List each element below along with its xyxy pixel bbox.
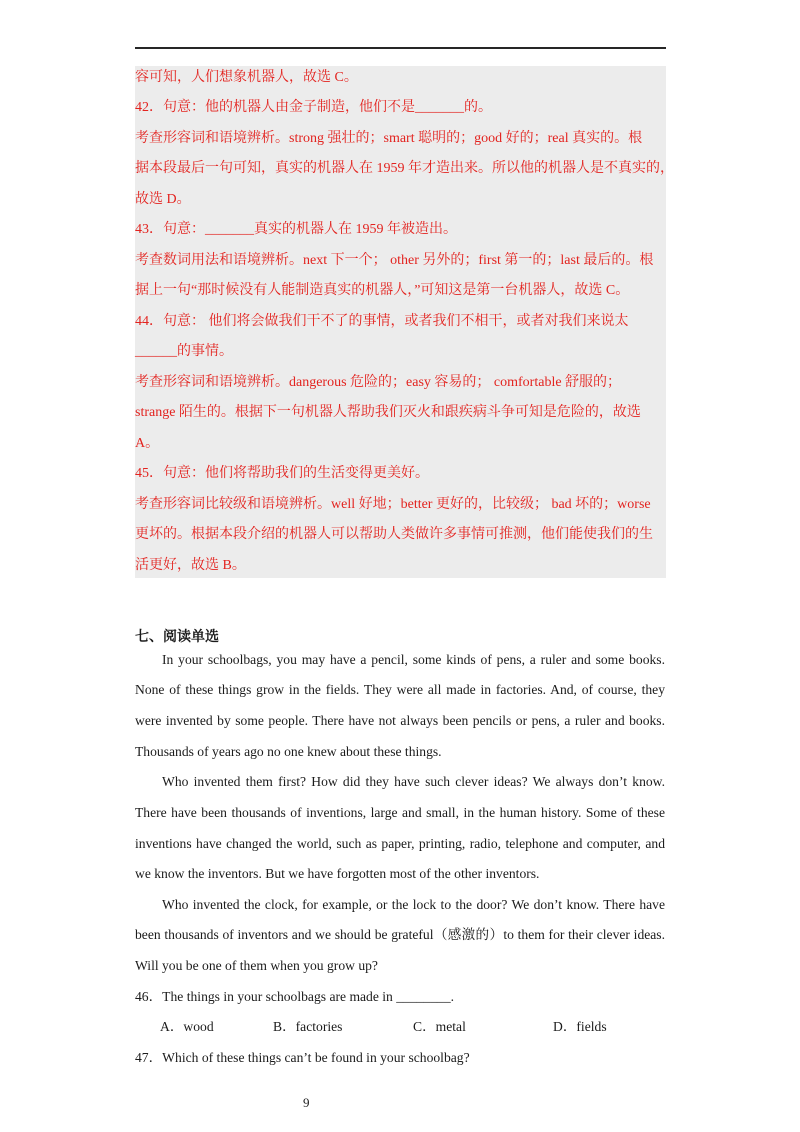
passage-paragraph [135, 645, 665, 768]
passage-line: inventions have changed the world, such as paper, printing, radio, telephone and computer, and [135, 835, 665, 851]
answer-line: ______的事情。 [135, 344, 233, 360]
answer-line: 考查数词用法和语境辨析。next 下一个； other 另外的；first 第一的；last 最后的。根 [135, 252, 654, 268]
option-a: A．wood [160, 1019, 214, 1035]
passage-line: Will you be one of them when you grow up? [135, 958, 378, 974]
question-47 [135, 1043, 665, 1074]
answer-line: 更坏的。根据本段介绍的机器人可以帮助人类做许多事情可推测，他们能使我们的生 [135, 527, 653, 543]
passage-paragraph [135, 890, 665, 982]
question-stem: 47．Which of these things can’t be found in your schoolbag? [135, 1050, 470, 1066]
passage-line: were invented by some people. There have not always been pencils or pens, a ruler and books. [135, 712, 665, 728]
passage-paragraph [135, 767, 665, 890]
option-c: C．metal [413, 1019, 466, 1035]
answer-options [135, 1012, 665, 1043]
answer-line-q43-translation: 43．句意：_______真实的机器人在 1959 年被造出。 [135, 222, 457, 238]
passage-line: Who invented them first? How did they have such clever ideas? We always don’t know. [162, 774, 665, 790]
passage-line: In your schoolbags, you may have a pencil, some kinds of pens, a ruler and some books. [162, 651, 665, 667]
passage-line: Thousands of years ago no one knew about these things. [135, 743, 442, 759]
question-46 [135, 982, 665, 1043]
option-d: D．fields [553, 1019, 607, 1035]
answer-explanation-block [135, 63, 674, 582]
passage-line: Who invented the clock, for example, or the lock to the door? We don’t know. There have [162, 896, 665, 912]
question-stem: 46．The things in your schoolbags are made in ________. [135, 988, 455, 1004]
answer-line: strange 陌生的。根据下一句机器人帮助我们灭火和跟疾病斗争可知是危险的，故选 [135, 405, 641, 421]
answer-line: 考查形容词比较级和语境辨析。well 好地；better 更好的，比较级； bad 坏的；worse [135, 496, 651, 512]
answer-line: 故选 D。 [135, 191, 191, 207]
answer-line-q42-translation: 42．句意：他的机器人由金子制造，他们不是_______的。 [135, 100, 492, 116]
answer-line: A。 [135, 435, 160, 451]
page-number: 9 [303, 1095, 310, 1110]
answer-line-q44-translation: 44．句意： 他们将会做我们干不了的事情，或者我们不相干，或者对我们来说太 [135, 313, 629, 329]
answer-line: 活更好，故选 B。 [135, 557, 246, 573]
option-b: B．factories [273, 1019, 343, 1035]
answer-line-q45-translation: 45．句意：他们将帮助我们的生活变得更美好。 [135, 466, 429, 482]
header-rule [135, 47, 666, 49]
reading-passage [135, 645, 665, 1074]
answer-line: 考查形容词和语境辨析。dangerous 危险的；easy 容易的； comfortable 舒服的； [135, 374, 622, 390]
answer-line: 据上一句“那时候没有人能制造真实的机器人，”可知这是第一台机器人，故选 C。 [135, 283, 630, 299]
answer-line: 考查形容词和语境辨析。strong 强壮的；smart 聪明的；good 好的；real 真实的。根 [135, 130, 643, 146]
passage-line: None of these things grow in the fields. They were all made in factories. And, of course, they [135, 682, 665, 698]
passage-line: we know the inventors. But we have forgotten most of the other inventors. [135, 866, 540, 882]
section-heading: 七、阅读单选 [135, 630, 219, 645]
answer-line: 据本段最后一句可知，真实的机器人在 1959 年才造出来。所以他的机器人是不真实的， [135, 161, 674, 177]
passage-line: There have been thousands of inventions, large and small, in the human history. Some of these [135, 804, 665, 820]
passage-line: been thousands of inventors and we should be grateful（感激的）to them for their clever ideas. [135, 927, 665, 943]
answer-line: 容可知，人们想象机器人，故选 C。 [135, 69, 358, 85]
